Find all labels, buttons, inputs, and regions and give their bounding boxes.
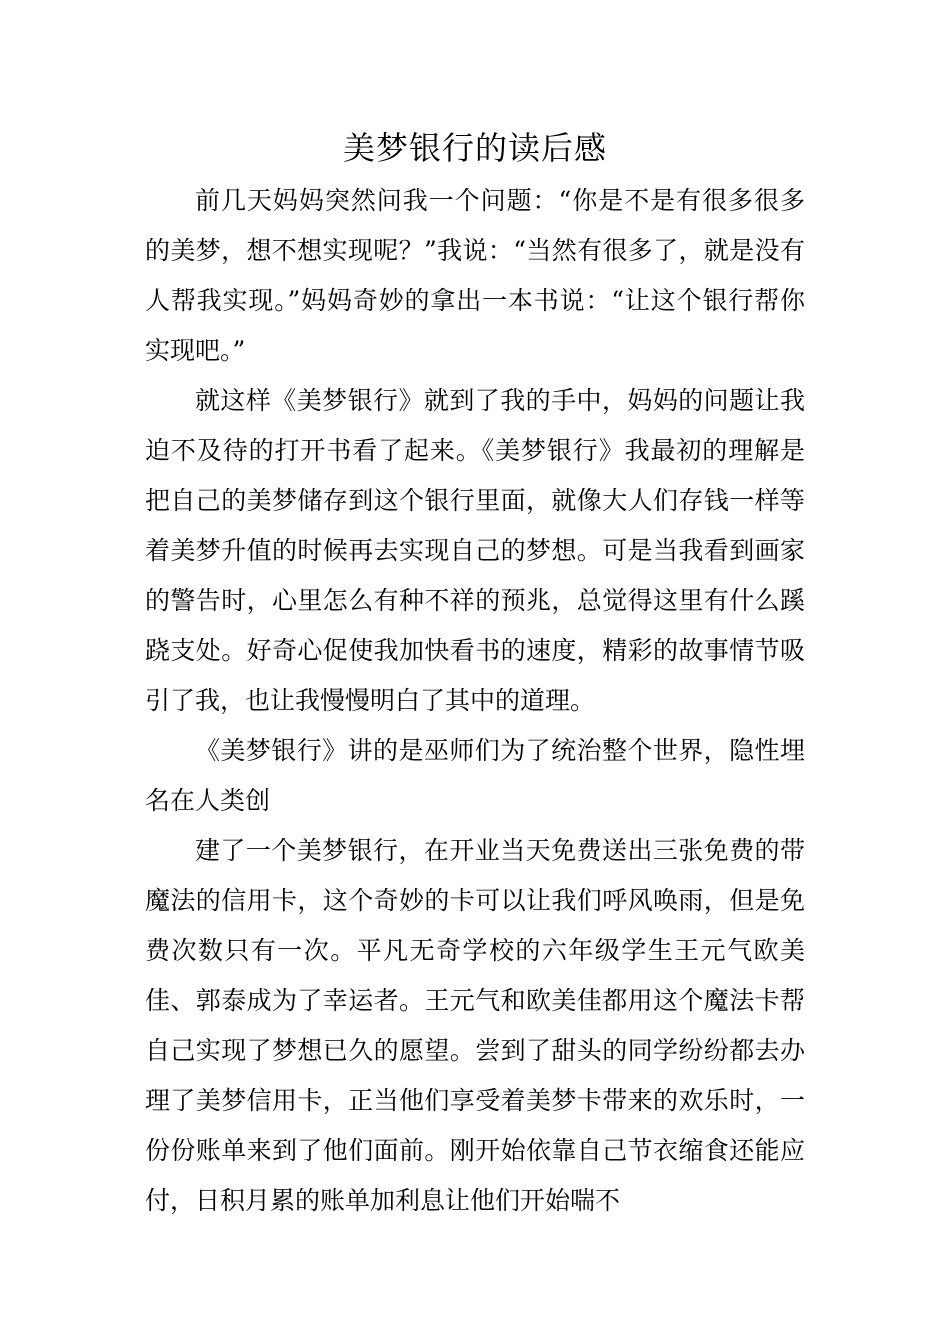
document-title: 美梦银行的读后感: [342, 129, 607, 167]
paragraph-1: 前几天妈妈突然问我一个问题：“你是不是有很多很多的美梦，想不想实现呢？”我说：“当然有很多了，就是没有人帮我实现。”妈妈奇妙的拿出一本书说：“让这个银行帮你实现吧。”: [145, 186, 805, 365]
paragraph-2: 就这样《美梦银行》就到了我的手中，妈妈的问题让我迫不及待的打开书看了起来。《美梦银行》我最初的理解是把自己的美梦储存到这个银行里面，就像大人们存钱一样等着美梦升值的时候再去实现自己的梦想。可是当我看到画家的警告时，心里怎么有种不祥的预兆，总觉得这里有什么蹊跷支处。好奇心促使我加快看书的速度，精彩的故事情节吸引了我，也让我慢慢明白了其中的道理。: [145, 386, 805, 715]
document-body: [145, 176, 805, 1226]
paragraph-4: 建了一个美梦银行，在开业当天免费送出三张免费的带魔法的信用卡，这个奇妙的卡可以让我们呼风唤雨，但是免费次数只有一次。平凡无奇学校的六年级学生王元气欧美佳、郭泰成为了幸运者。王元气和欧美佳都用这个魔法卡帮自己实现了梦想已久的愿望。尝到了甜头的同学纷纷都去办理了美梦信用卡，正当他们享受着美梦卡带来的欢乐时，一份份账单来到了他们面前。刚开始依靠自己节衣缩食还能应付，日积月累的账单加利息让他们开始喘不: [145, 836, 805, 1215]
paragraph-3: 《美梦银行》讲的是巫师们为了统治整个世界，隐性埋名在人类创: [145, 736, 805, 815]
